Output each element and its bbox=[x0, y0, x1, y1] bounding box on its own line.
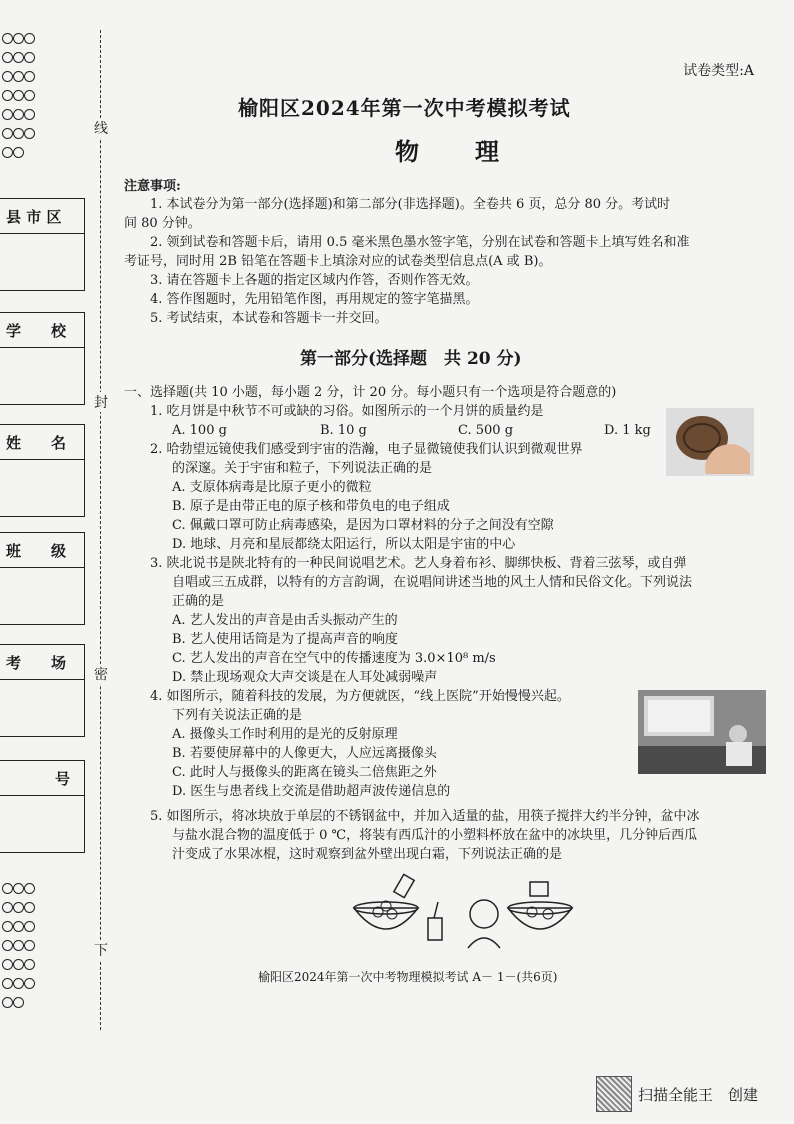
binding-hole bbox=[13, 128, 24, 139]
binding-holes bbox=[2, 880, 42, 1013]
q1-option-b: B. 10 g bbox=[320, 423, 367, 438]
field-school[interactable]: 学 校 bbox=[0, 312, 85, 405]
question-2-stem: 2. 哈勃望远镜使我们感受到宇宙的浩瀚，电子显微镜使我们认识到微观世界 bbox=[150, 442, 583, 457]
notice-line: 2. 领到试卷和答题卡后，请用 0.5 毫米黑色墨水签字笔，分别在试卷和答题卡上填写姓名和准 bbox=[150, 235, 690, 250]
q2-option-a: A. 支原体病毒是比原子更小的微粒 bbox=[172, 480, 372, 495]
binding-hole bbox=[2, 959, 13, 970]
binding-hole bbox=[24, 883, 35, 894]
q3-option-c: C. 艺人发出的声音在空气中的传播速度为 3.0×10⁸ m/s bbox=[172, 651, 496, 666]
section-intro: 一、选择题(共 10 小题，每小题 2 分，计 20 分。每小题只有一个选项是符合题意的) bbox=[124, 385, 617, 400]
field-class[interactable]: 班 级 bbox=[0, 532, 85, 625]
binding-hole bbox=[13, 33, 24, 44]
notice-line: 4. 答作图题时，先用铅笔作图，再用规定的签字笔描黑。 bbox=[150, 292, 479, 307]
q3-option-a: A. 艺人发出的声音是由舌头振动产生的 bbox=[172, 613, 398, 628]
question-4-stem: 4. 如图所示，随着科技的发展，为方便就医，“线上医院”开始慢慢兴起。 bbox=[150, 689, 570, 704]
binding-hole bbox=[24, 71, 35, 82]
field-exam-room[interactable]: 考 场 bbox=[0, 644, 85, 737]
q4-option-d: D. 医生与患者线上交流是借助超声波传递信息的 bbox=[172, 784, 451, 799]
binding-hole bbox=[2, 128, 13, 139]
binding-hole bbox=[2, 921, 13, 932]
question-5-stem: 与盐水混合物的温度低于 0 ℃，将装有西瓜汁的小塑料杯放在盆中的冰块里，几分钟后西瓜 bbox=[172, 828, 698, 843]
subject-title: 物 理 bbox=[395, 137, 515, 166]
binding-hole bbox=[13, 959, 24, 970]
binding-hole bbox=[2, 33, 13, 44]
question-3-stem: 自唱或三五成群，以特有的方言韵调，在说唱间讲述当地的风土人情和民俗文化。下列说法 bbox=[172, 575, 693, 590]
binding-hole bbox=[24, 902, 35, 913]
scanner-text: 扫描全能王 创建 bbox=[638, 1085, 759, 1104]
binding-hole bbox=[2, 147, 13, 158]
binding-hole bbox=[13, 147, 24, 158]
online-hospital-photo bbox=[638, 690, 766, 774]
notice-heading: 注意事项: bbox=[124, 179, 181, 194]
binding-hole bbox=[24, 52, 35, 63]
binding-hole bbox=[13, 109, 24, 120]
binding-hole bbox=[2, 52, 13, 63]
field-seat-number[interactable]: 号 bbox=[0, 760, 85, 853]
question-3-stem: 正确的是 bbox=[172, 594, 225, 609]
question-5-stem: 汁变成了水果冰棍，这时观察到盆外壁出现白霜，下列说法正确的是 bbox=[172, 847, 563, 862]
binding-hole bbox=[2, 902, 13, 913]
binding-hole bbox=[24, 90, 35, 101]
binding-hole bbox=[2, 109, 13, 120]
notice-line: 考证号，同时用 2B 铅笔在答题卡上填涂对应的试卷类型信息点(A 或 B)。 bbox=[124, 254, 552, 269]
notice-line: 1. 本试卷分为第一部分(选择题)和第二部分(非选择题)。全卷共 6 页，总分 80 分。考试时 bbox=[150, 197, 671, 212]
binding-hole bbox=[24, 921, 35, 932]
notice-line: 5. 考试结束，本试卷和答题卡一并交回。 bbox=[150, 311, 388, 326]
binding-hole bbox=[24, 978, 35, 989]
binding-hole bbox=[2, 940, 13, 951]
binding-hole bbox=[24, 128, 35, 139]
binding-hole bbox=[24, 959, 35, 970]
binding-hole bbox=[24, 940, 35, 951]
notice-line: 3. 请在答题卡上各题的指定区域内作答，否则作答无效。 bbox=[150, 273, 479, 288]
binding-char-xia: 下 bbox=[92, 940, 110, 960]
binding-hole bbox=[13, 52, 24, 63]
part1-title: 第一部分(选择题 共 20 分) bbox=[300, 349, 522, 369]
scanner-watermark bbox=[596, 1076, 758, 1112]
binding-char-xian: 线 bbox=[92, 118, 110, 138]
mooncake-photo bbox=[666, 408, 754, 476]
page-footer: 榆阳区2024年第一次中考物理模拟考试 A－ 1－(共6页) bbox=[258, 970, 558, 984]
ice-salt-illustration bbox=[350, 868, 582, 952]
q1-option-c: C. 500 g bbox=[458, 423, 514, 438]
q1-option-d: D. 1 kg bbox=[604, 423, 651, 438]
q4-option-c: C. 此时人与摄像头的距离在镜头二倍焦距之外 bbox=[172, 765, 437, 780]
binding-char-feng: 封 bbox=[92, 392, 110, 412]
binding-hole bbox=[2, 90, 13, 101]
binding-holes bbox=[2, 30, 42, 163]
binding-hole bbox=[2, 997, 13, 1008]
qr-code-icon bbox=[596, 1076, 632, 1112]
binding-hole bbox=[24, 33, 35, 44]
q2-option-d: D. 地球、月亮和星辰都绕太阳运行，所以太阳是宇宙的中心 bbox=[172, 537, 516, 552]
exam-title: 榆阳区2024年第一次中考模拟考试 bbox=[238, 96, 571, 120]
question-3-stem: 3. 陕北说书是陕北特有的一种民间说唱艺术。艺人身着布衫、脚绑快板、背着三弦琴，或自弹 bbox=[150, 556, 687, 571]
question-1-stem: 1. 吃月饼是中秋节不可或缺的习俗。如图所示的一个月饼的质量约是 bbox=[150, 404, 544, 419]
q4-option-b: B. 若要使屏幕中的人像更大，人应远离摄像头 bbox=[172, 746, 437, 761]
binding-hole bbox=[13, 71, 24, 82]
question-5-stem: 5. 如图所示，将冰块放于单层的不锈钢盆中，并加入适量的盐，用筷子搅拌大约半分钟，盆中冰 bbox=[150, 809, 700, 824]
binding-hole bbox=[13, 90, 24, 101]
binding-char-mi: 密 bbox=[92, 664, 110, 684]
binding-hole bbox=[13, 978, 24, 989]
q3-option-b: B. 艺人使用话筒是为了提高声音的响度 bbox=[172, 632, 398, 647]
binding-hole bbox=[2, 71, 13, 82]
field-name[interactable]: 姓 名 bbox=[0, 424, 85, 517]
q2-option-b: B. 原子是由带正电的原子核和带负电的电子组成 bbox=[172, 499, 450, 514]
question-4-stem: 下列有关说法正确的是 bbox=[172, 708, 303, 723]
binding-hole bbox=[2, 883, 13, 894]
paper-type: 试卷类型:A bbox=[683, 63, 754, 79]
binding-hole bbox=[13, 902, 24, 913]
binding-line bbox=[100, 30, 101, 1030]
question-2-stem: 的深邃。关于宇宙和粒子，下列说法正确的是 bbox=[172, 461, 433, 476]
binding-hole bbox=[24, 109, 35, 120]
binding-hole bbox=[2, 978, 13, 989]
binding-hole bbox=[13, 921, 24, 932]
binding-hole bbox=[13, 997, 24, 1008]
q1-option-a: A. 100 g bbox=[172, 423, 227, 438]
field-county[interactable]: 县 市 区 bbox=[0, 198, 85, 291]
q3-option-d: D. 禁止现场观众大声交谈是在人耳处减弱噪声 bbox=[172, 670, 438, 685]
q2-option-c: C. 佩戴口罩可防止病毒感染，是因为口罩材料的分子之间没有空隙 bbox=[172, 518, 554, 533]
binding-hole bbox=[13, 940, 24, 951]
q4-option-a: A. 摄像头工作时利用的是光的反射原理 bbox=[172, 727, 398, 742]
binding-hole bbox=[13, 883, 24, 894]
notice-line: 间 80 分钟。 bbox=[124, 216, 201, 231]
